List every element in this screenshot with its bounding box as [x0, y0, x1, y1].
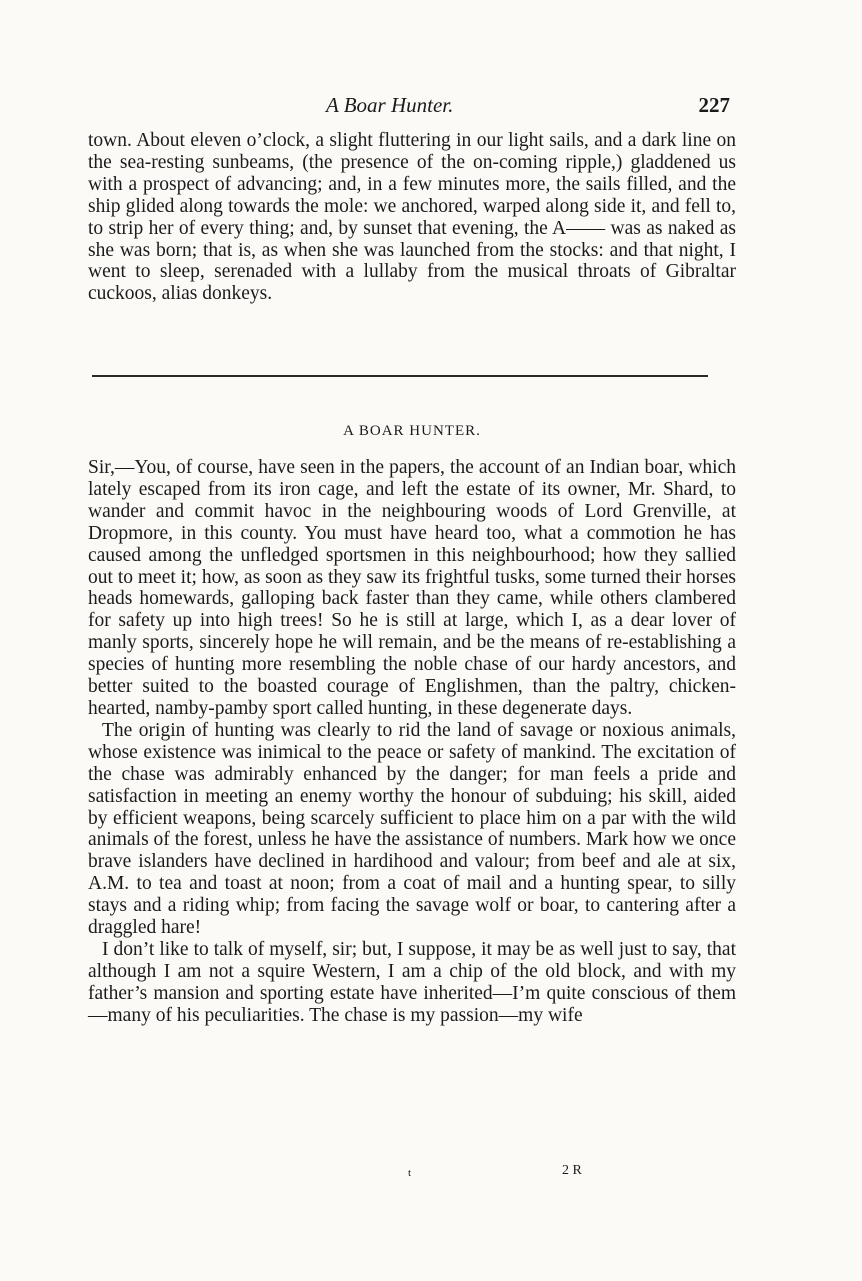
- footer-mark: t: [408, 1167, 412, 1179]
- article-title: A BOAR HUNTER.: [343, 423, 481, 439]
- article-body: [88, 457, 736, 1027]
- section-divider: [92, 375, 708, 377]
- running-title: A Boar Hunter.: [326, 93, 454, 117]
- article-paragraph-2: The origin of hunting was clearly to rid the land of savage or noxious animals, whose existence was inimical to the peace or safety of mankind. The excitation of the chase was admirably enhanced by the danger; for man feels a pride and satisfaction in meeting an enemy worthy the honour of subduing; his skill, aided by efficient weapons, being scarcely sufficient to place him on a par with the wild animals of the forest, unless he have the assistance of numbers. Mark how we once brave islanders have declined in hardihood and valour; from beef and ale at six, A.M. to tea and toast at noon; from a coat of mail and a hunting spear, to silly stays and a riding whip; from facing the savage wolf or boar, to cantering after a draggled hare!: [88, 719, 736, 939]
- intro-paragraph: town. About eleven o’clock, a slight fluttering in our light sails, and a dark line on the sea-resting sunbeams, (the presence of the on-coming ripple,) gladdened us with a prospect of advancing; and, in a few minutes more, the sails filled, and the ship glided along towards the mole: we anchored, warped along side it, and fell to, to strip her of every thing; and, by sunset that evening, the A—— was as naked as she was born; that is, as when she was launched from the stocks: and that night, I went to sleep, serenaded with a lullaby from the musical throats of Gibraltar cuckoos, alias donkeys.: [88, 130, 736, 305]
- intro-text: [88, 130, 736, 305]
- article-paragraph-1: Sir,—You, of course, have seen in the papers, the account of an Indian boar, which lately escaped from its iron cage, and left the estate of its owner, Mr. Shard, to wander and commit havoc in the neighbouring woods of Lord Grenville, at Dropmore, in this county. You must have heard too, what a commotion he has caused among the unfledged sportsmen in this neighbourhood; how they sallied out to meet it; how, as soon as they saw its frightful tusks, some turned their horses heads homewards, galloping back faster than they came, while others clambered for safety up into high trees! So he is still at large, which I, as a dear lover of manly sports, sincerely hope he will remain, and be the means of re-establishing a species of hunting more resembling the noble chase of our hardy ancestors, and better suited to the boasted courage of Englishmen, than the paltry, chicken-hearted, namby-pamby sport called hunting, in these degenerate days.: [88, 457, 736, 719]
- page-number: 227: [698, 93, 730, 117]
- page-header: [90, 93, 730, 121]
- signature-mark: 2 R: [562, 1163, 582, 1178]
- page-footer: [88, 1163, 736, 1185]
- article-paragraph-3: I don’t like to talk of myself, sir; but, I suppose, it may be as well just to say, that although I am not a squire Western, I am a chip of the old block, and with my father’s mansion and sporting estate have inherited—I’m quite conscious of them—many of his peculiarities. The chase is my passion—my wife: [88, 938, 736, 1026]
